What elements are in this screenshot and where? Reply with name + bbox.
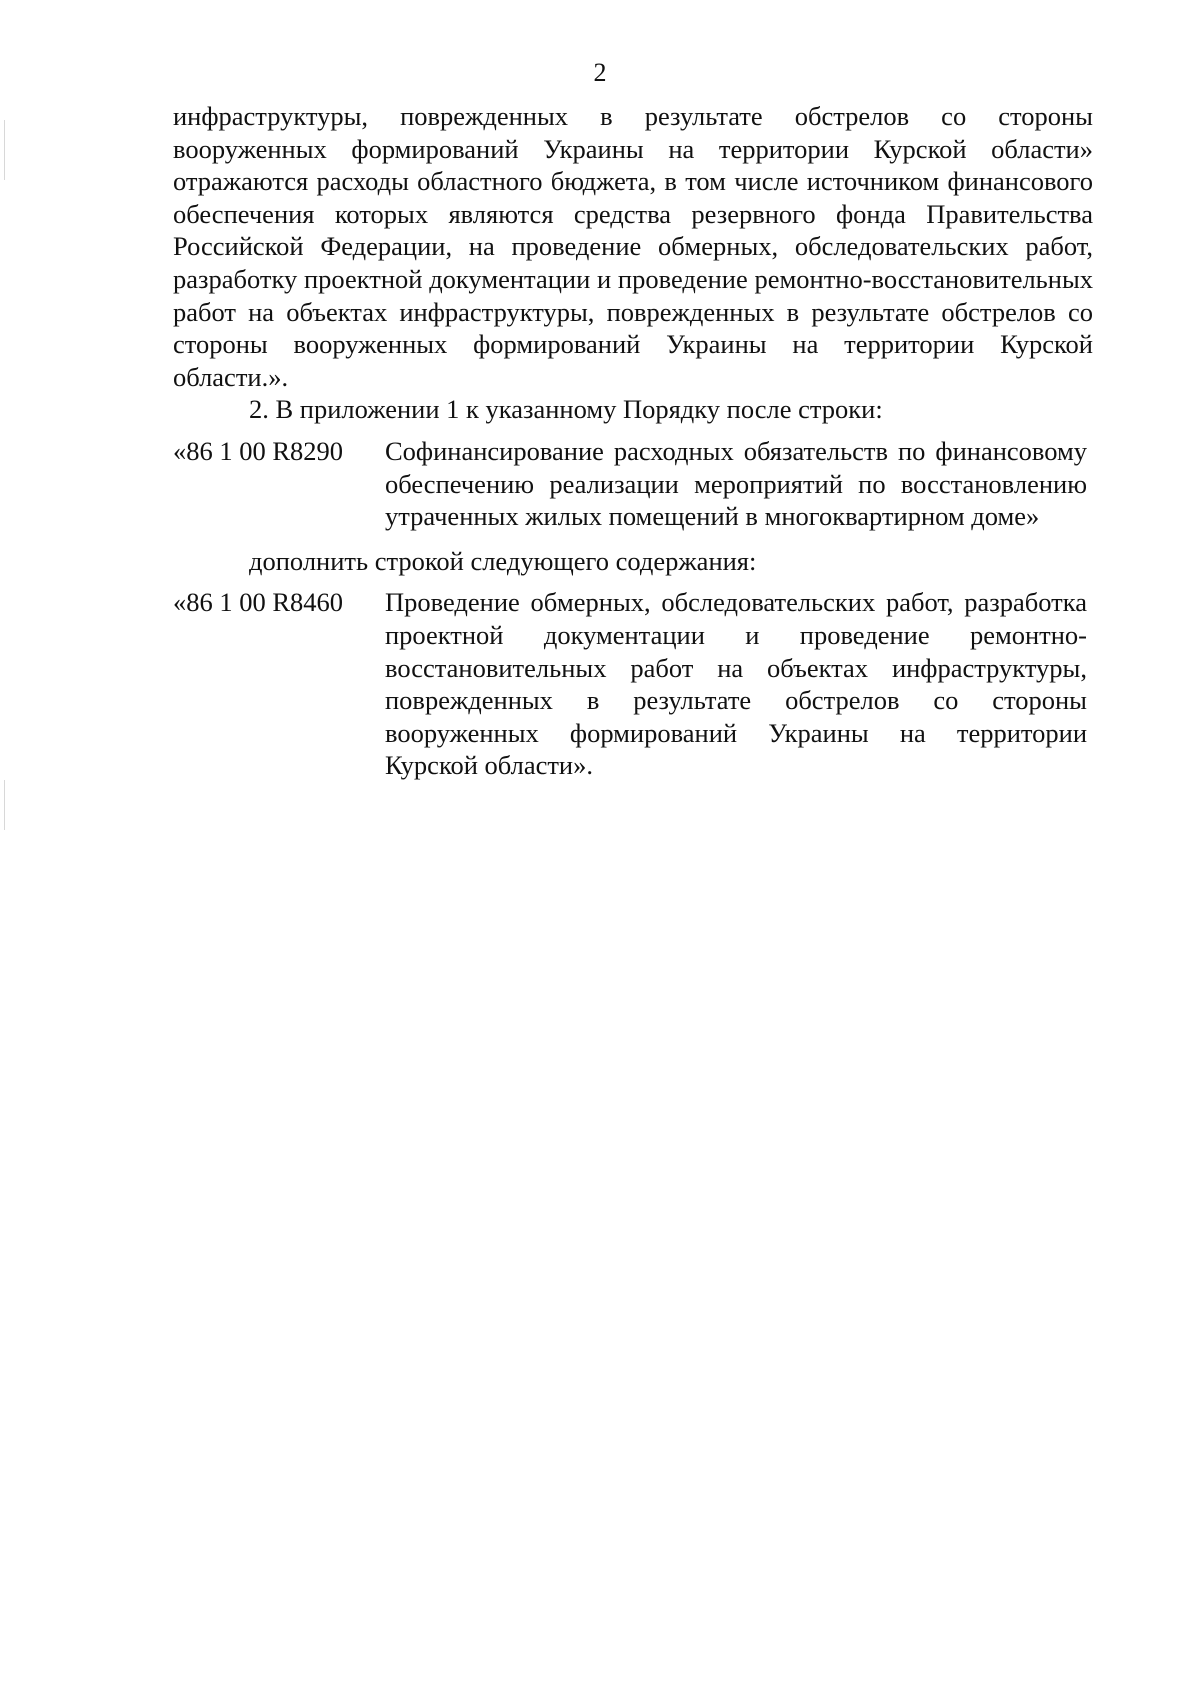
supplement-paragraph: дополнить строкой следующего содержания: [249, 545, 757, 576]
document-body [173, 100, 1093, 782]
continuation-paragraph: инфраструктуры, поврежденных в результате обстрелов со стороны вооруженных формирований Украины на территории Курской области» отражаются расходы областного бюджета, в том числе источником финансового обеспечения которых являются средства резервного фонда Правительства Российской Федерации, на проведение обмерных, обследовательских работ, разработку проектной документации и проведение ремонтно-восстановительных работ на объектах инфраструктуры, поврежденных в результате обстрелов со стороны вооруженных формирований Украины на территории Курской области.». [173, 101, 1093, 392]
new-budget-row [173, 586, 1093, 782]
existing-row-description: Софинансирование расходных обязательств по финансовому обеспечению реализации мероприятий по восстановлению утраченных жилых помещений в многоквартирном доме» [385, 435, 1087, 532]
scan-edge-mark [4, 120, 5, 180]
new-row-description: Проведение обмерных, обследовательских работ, разработка проектной документации и проведение ремонтно-восстановительных работ на объектах инфраструктуры, поврежденных в результате обстрелов со стороны вооруженных формирований Украины на территории Курской области». [385, 587, 1087, 781]
page-number: 2 [593, 58, 607, 87]
item-2-paragraph: 2. В приложении 1 к указанному Порядку после строки: [249, 394, 883, 425]
scan-edge-mark [4, 780, 5, 830]
existing-row-code: «86 1 00 R8290 [173, 435, 344, 466]
existing-budget-row [173, 435, 1093, 533]
new-row-code: «86 1 00 R8460 [173, 587, 344, 618]
